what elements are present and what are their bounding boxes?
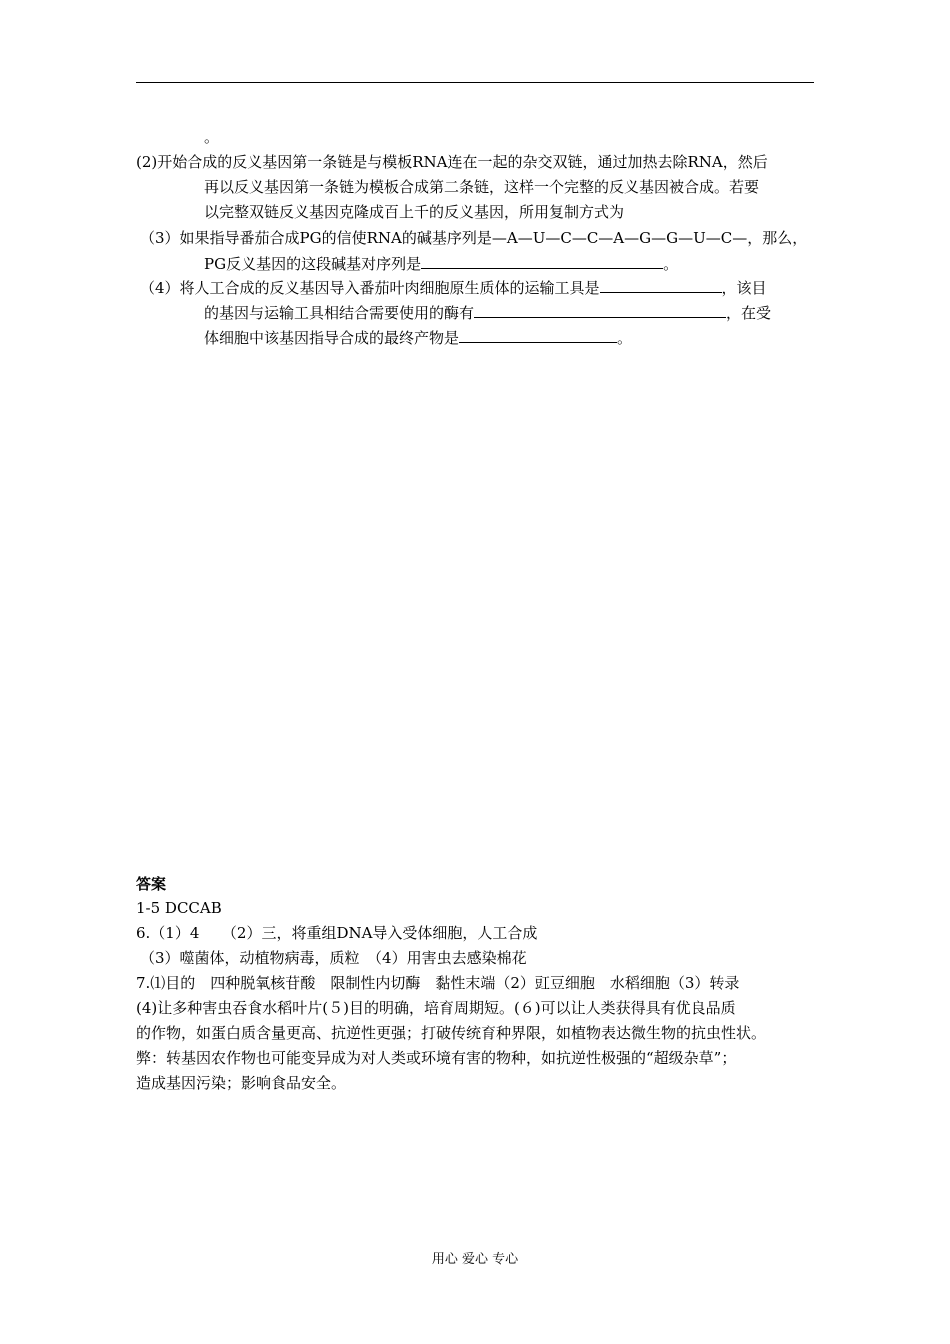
header-rule: [136, 82, 814, 83]
answer-1-5: 1-5 DCCAB: [136, 899, 222, 917]
answer-7-line3: 的作物，如蛋白质含量更高、抗逆性更强；打破传统育种界限，如植物表达微生物的抗虫性状。: [136, 1024, 767, 1042]
answer-7-line2: (4)让多种害虫吞食水稻叶片(５)目的明确，培育周期短。(６)可以让人类获得具有优良品质: [136, 999, 736, 1017]
answer-7-line1: 7.⑴目的 四种脱氧核苷酸 限制性内切酶 黏性末端（2）豇豆细胞 水稻细胞（3）转录: [136, 974, 740, 992]
q1-tail: 。: [204, 128, 220, 146]
q3-line2: [204, 253, 678, 274]
q3-line2-text: PG反义基因的这段碱基对序列是: [204, 255, 422, 273]
q4-line2-end: ，在受: [726, 304, 772, 322]
q4-line3: [204, 327, 632, 348]
answer-6-line2: （3）噬菌体，动植物病毒，质粒 （4）用害虫去感染棉花: [140, 949, 527, 967]
q4-line1: [140, 277, 767, 298]
q3-line1: （3）如果指导番茄合成PG的信使RNA的碱基序列是—A—U—C—C—A—G—G—U—C—，那么，: [140, 229, 808, 247]
q4-line3-end: 。: [617, 329, 633, 347]
answer-blank[interactable]: [459, 327, 617, 343]
answer-blank[interactable]: [421, 253, 663, 269]
answer-6-line1: 6.（1）4 （2）三，将重组DNA导入受体细胞，人工合成: [136, 924, 538, 942]
page-footer: 用心 爱心 专心: [431, 1252, 519, 1267]
answer-blank[interactable]: [474, 302, 726, 318]
q4-line1-text: （4）将人工合成的反义基因导入番茄叶肉细胞原生质体的运输工具是: [140, 279, 600, 297]
q2-line3: 以完整双链反义基因克隆成百上千的反义基因，所用复制方式为: [204, 203, 625, 221]
q2-line2: 再以反义基因第一条链为模板合成第二条链，这样一个完整的反义基因被合成。若要: [204, 178, 760, 196]
q4-line2-text: 的基因与运输工具相结合需要使用的酶有: [204, 304, 475, 322]
answer-7-line5: 造成基因污染；影响食品安全。: [136, 1074, 347, 1092]
q4-line1-end: ，该目: [721, 279, 767, 297]
answer-7-line4: 弊：转基因农作物也可能变异成为对人类或环境有害的物种，如抗逆性极强的“超级杂草”；: [136, 1049, 737, 1067]
q4-line3-text: 体细胞中该基因指导合成的最终产物是: [204, 329, 460, 347]
answers-heading: 答案: [136, 875, 167, 893]
answer-blank[interactable]: [600, 277, 722, 293]
q4-line2: [204, 302, 771, 323]
q2-line1: (2)开始合成的反义基因第一条链是与模板RNA连在一起的杂交双链，通过加热去除RNA，然后: [136, 153, 768, 171]
q3-line2-end: 。: [663, 255, 679, 273]
